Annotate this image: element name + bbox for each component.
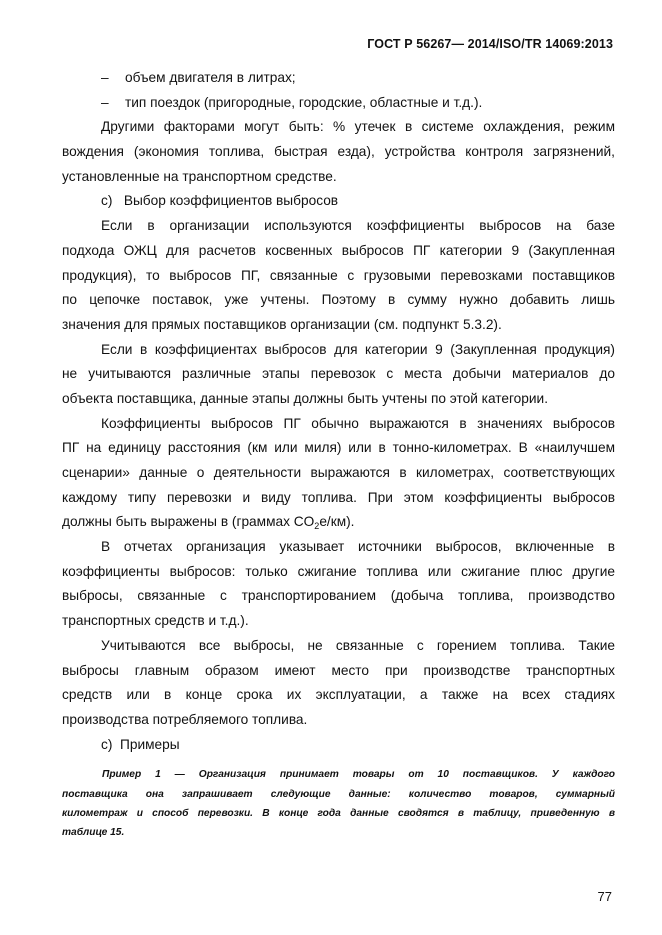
section-title: Выбор коэффициентов выбросов <box>123 193 339 209</box>
list-item-text: тип поездок (пригородные, городские, областные и т.д.). <box>125 94 483 110</box>
section-heading-examples <box>62 733 615 758</box>
section-label: c) <box>101 736 113 752</box>
paragraph-line: транспортных средств и т.д.). <box>62 613 249 629</box>
paragraph-line: не учитываются различные этапы перевозок с места добычи материалов до <box>62 366 615 382</box>
list-item <box>62 91 615 116</box>
example-1 <box>62 765 615 842</box>
co2-prefix: должны быть выражены в (граммах CO <box>62 514 315 530</box>
paragraph-line: выбросы, связанные с транспортированием (добыча топлива, производство <box>62 588 615 604</box>
list-marker: – <box>101 70 109 85</box>
example-line: Пример 1 — Организация принимает товары от 10 поставщиков. У каждого <box>102 769 615 781</box>
example-line: километраж и способ перевозки. В конце года данные сводятся в таблицу, приведенную в <box>62 807 615 819</box>
paragraph-line: по цепочке поставок, уже учтены. Поэтому в сумму нужно добавить лишь <box>62 292 615 308</box>
paragraph-line: каждому типу перевозки и виду топлива. При этом коэффициенты выбросов <box>62 489 615 505</box>
paragraph-line: сценарии» данные о деятельности выражаются в километрах, соответствующих <box>62 465 615 480</box>
paragraph-category9 <box>62 338 615 412</box>
paragraph-other-factors <box>62 115 615 189</box>
section-title: Примеры <box>120 736 180 752</box>
paragraph-line: продукция), то выбросов ПГ, связанные с грузовыми перевозками поставщиков <box>62 267 615 283</box>
paragraph-line: Учитываются все выбросы, не связанные с горением топлива. Такие <box>101 637 615 653</box>
page-number: 77 <box>597 889 612 904</box>
paragraph-line: Другими факторами могут быть: % утечек в системе охлаждения, режим <box>101 119 615 135</box>
paragraph-line: ПГ на единицу расстояния (км или миля) или в тонно-километрах. В «наилучшем <box>62 440 615 456</box>
page-body <box>62 66 615 842</box>
paragraph-line: установленные на транспортном средстве. <box>62 168 337 184</box>
example-line: таблице 15. <box>62 827 125 839</box>
paragraph-units <box>62 412 615 535</box>
co2-suffix: е/км). <box>319 514 355 530</box>
paragraph-line: производства потребляемого топлива. <box>62 711 308 727</box>
paragraph-line: Если в коэффициентах выбросов для категории 9 (Закупленная продукция) <box>101 341 615 357</box>
paragraph-line: вождения (экономия топлива, быстрая езда), устройства контроля загрязнений, <box>62 144 615 160</box>
list-item-text: объем двигателя в литрах; <box>125 70 296 85</box>
paragraph-line: подхода ОЖЦ для расчетов косвенных выбросов ПГ категории 9 (Закупленная <box>62 242 615 258</box>
list-item <box>62 66 615 91</box>
paragraph-line-co2 <box>62 510 615 535</box>
paragraph-line: выбросы главным образом имеют место при производстве транспортных <box>62 662 615 678</box>
paragraph-line: В отчетах организация указывает источники выбросов, включенные в <box>101 539 615 555</box>
paragraph-sources <box>62 535 615 634</box>
section-label: c) <box>101 193 113 209</box>
paragraph-line: средств или в конце срока их эксплуатации, а также на всех стадиях <box>62 687 615 703</box>
paragraph-line: Коэффициенты выбросов ПГ обычно выражаются в значениях выбросов <box>101 415 615 431</box>
paragraph-ojc <box>62 214 615 337</box>
co2-subscript: 2 <box>314 521 320 532</box>
paragraph-line: коэффициенты выбросов: только сжигание топлива или сжигание плюс другие <box>62 563 615 579</box>
paragraph-non-combustion <box>62 634 615 733</box>
section-heading-emission-factors <box>62 189 615 214</box>
document-header: ГОСТ Р 56267— 2014/ISO/TR 14069:2013 <box>367 37 613 51</box>
paragraph-line: Если в организации используются коэффициенты выбросов на базе <box>101 218 615 234</box>
paragraph-line: объекта поставщика, данные этапы должны быть учтены по этой категории. <box>62 390 548 406</box>
list-marker: – <box>101 94 109 110</box>
paragraph-line: значения для прямых поставщиков организации (см. подпункт 5.3.2). <box>62 316 502 332</box>
example-line: поставщика она запрашивает следующие данные: количество товаров, суммарный <box>62 788 615 800</box>
